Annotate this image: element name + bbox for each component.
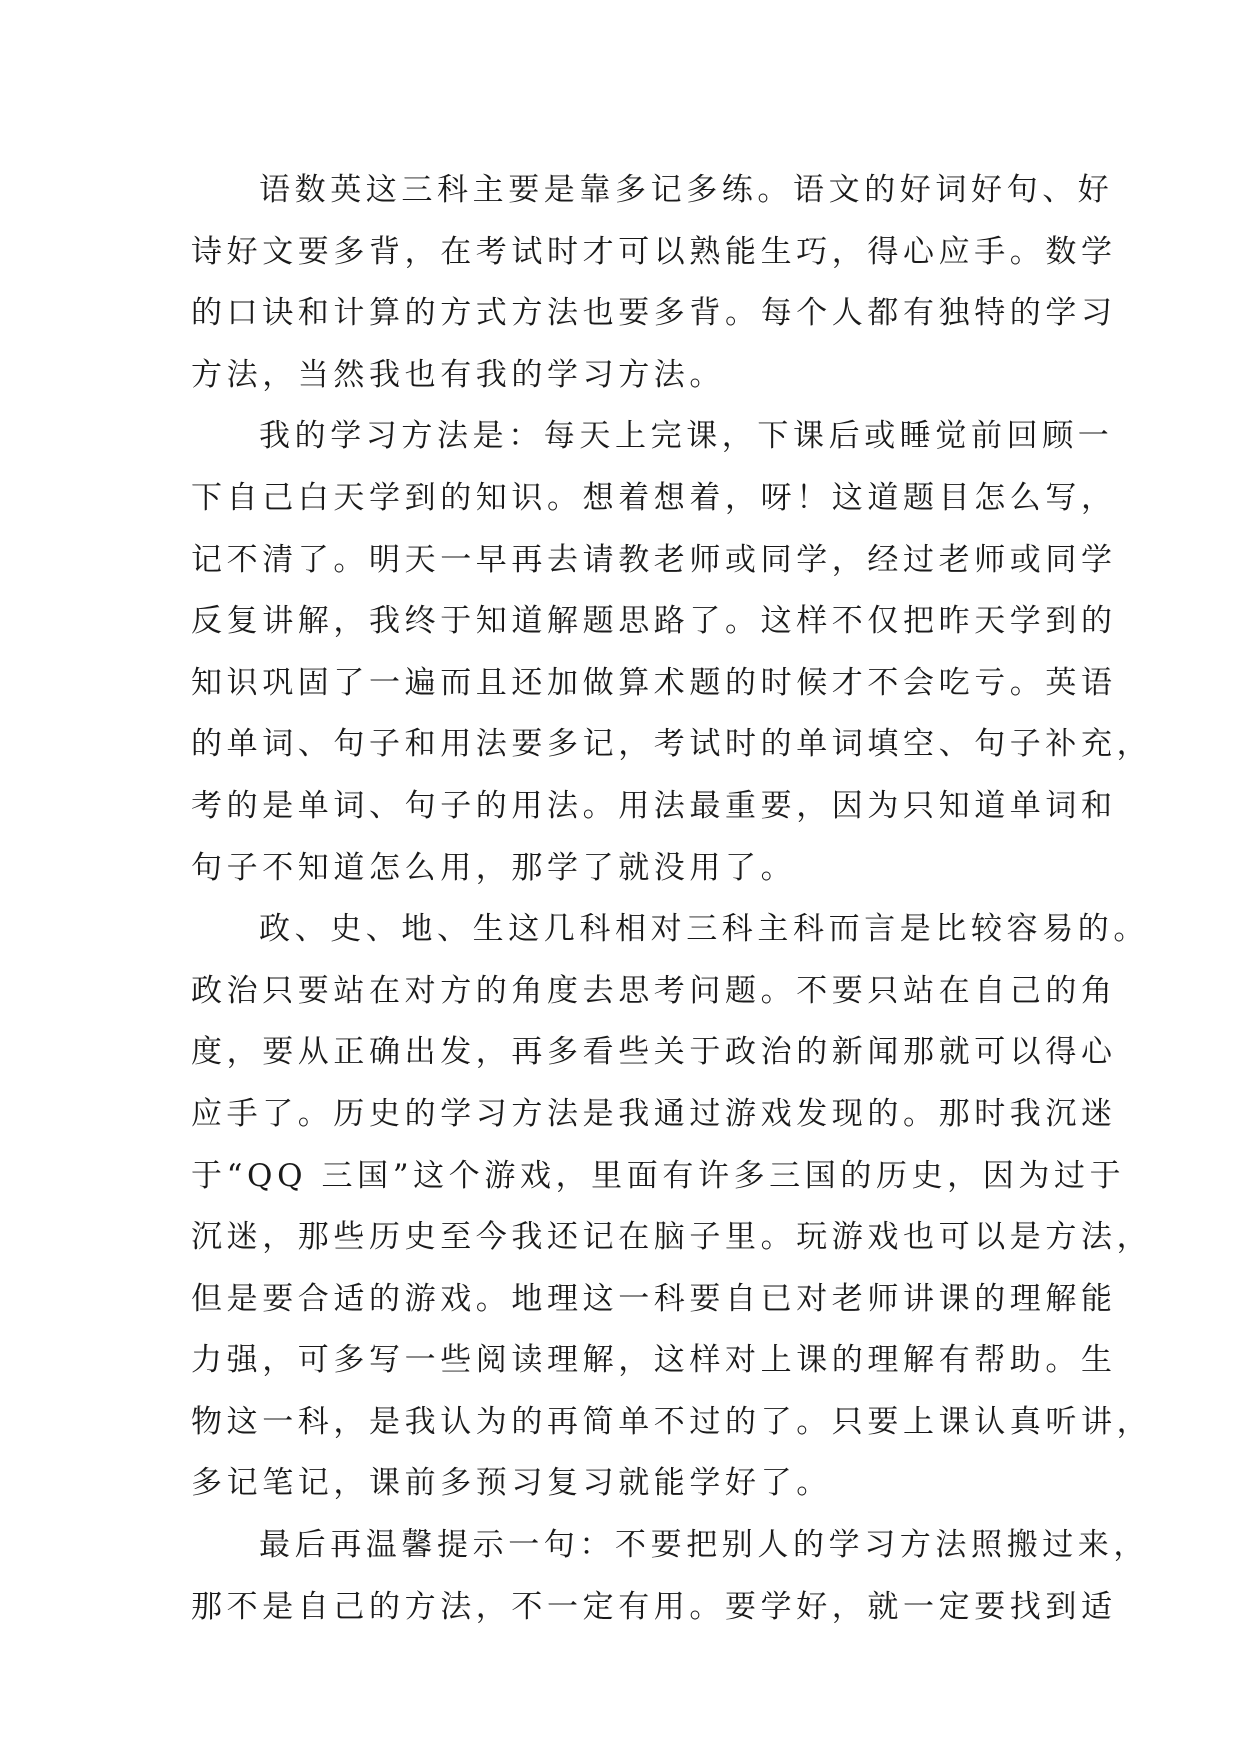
paragraph-2-line-3: 记不清了。明天一早再去请教老师或同学，经过老师或同学 bbox=[191, 541, 1117, 578]
paragraph-2-line-8: 句子不知道怎么用，那学了就没用了。 bbox=[191, 849, 797, 886]
paragraph-2-line-1: 我的学习方法是：每天上完课，下课后或睡觉前回顾一 bbox=[259, 418, 1114, 455]
paragraph-2-line-4: 反复讲解，我终于知道解题思路了。这样不仅把昨天学到的 bbox=[191, 603, 1117, 640]
paragraph-4-line-2: 那不是自己的方法，不一定有用。要学好，就一定要找到适 bbox=[191, 1588, 1117, 1625]
paragraph-3-line-9: 物这一科，是我认为的再简单不过的了。只要上课认真听讲， bbox=[191, 1403, 1153, 1440]
paragraph-3-line-6: 沉迷，那些历史至今我还记在脑子里。玩游戏也可以是方法， bbox=[191, 1219, 1153, 1256]
paragraph-3-line-2: 政治只要站在对方的角度去思考问题。不要只站在自己的角 bbox=[191, 972, 1117, 1009]
paragraph-3-line-3: 度，要从正确出发，再多看些关于政治的新闻那就可以得心 bbox=[191, 1034, 1117, 1071]
paragraph-1-line-3: 的口诀和计算的方式方法也要多背。每个人都有独特的学习 bbox=[191, 295, 1117, 332]
paragraph-1-line-4: 方法，当然我也有我的学习方法。 bbox=[191, 356, 725, 393]
paragraph-3-line-8: 力强，可多写一些阅读理解，这样对上课的理解有帮助。生 bbox=[191, 1342, 1117, 1379]
paragraph-2-line-2: 下自己白天学到的知识。想着想着，呀！这道题目怎么写， bbox=[191, 479, 1117, 516]
body-text bbox=[191, 160, 1153, 1638]
paragraph-2-line-5: 知识巩固了一遍而且还加做算术题的时候才不会吃亏。英语 bbox=[191, 664, 1117, 701]
paragraph-1-line-2: 诗好文要多背，在考试时才可以熟能生巧，得心应手。数学 bbox=[191, 233, 1117, 270]
paragraph-3-line-1: 政、史、地、生这几科相对三科主科而言是比较容易的。 bbox=[259, 911, 1149, 948]
paragraph-3-line-7: 但是要合适的游戏。地理这一科要自已对老师讲课的理解能 bbox=[191, 1280, 1117, 1317]
paragraph-3-line-5: 于“QQ 三国”这个游戏，里面有许多三国的历史，因为过于 bbox=[191, 1157, 1126, 1194]
paragraph-1-line-1: 语数英这三科主要是靠多记多练。语文的好词好句、好 bbox=[259, 172, 1114, 208]
paragraph-3-line-10: 多记笔记，课前多预习复习就能学好了。 bbox=[191, 1465, 832, 1502]
paragraph-4-line-1: 最后再温馨提示一句：不要把别人的学习方法照搬过来， bbox=[259, 1527, 1149, 1564]
paragraph-2-line-6: 的单词、句子和用法要多记，考试时的单词填空、句子补充， bbox=[191, 726, 1153, 763]
paragraph-3-line-4: 应手了。历史的学习方法是我通过游戏发现的。那时我沉迷 bbox=[191, 1095, 1117, 1132]
paragraph-2-line-7: 考的是单词、句子的用法。用法最重要，因为只知道单词和 bbox=[191, 787, 1117, 824]
